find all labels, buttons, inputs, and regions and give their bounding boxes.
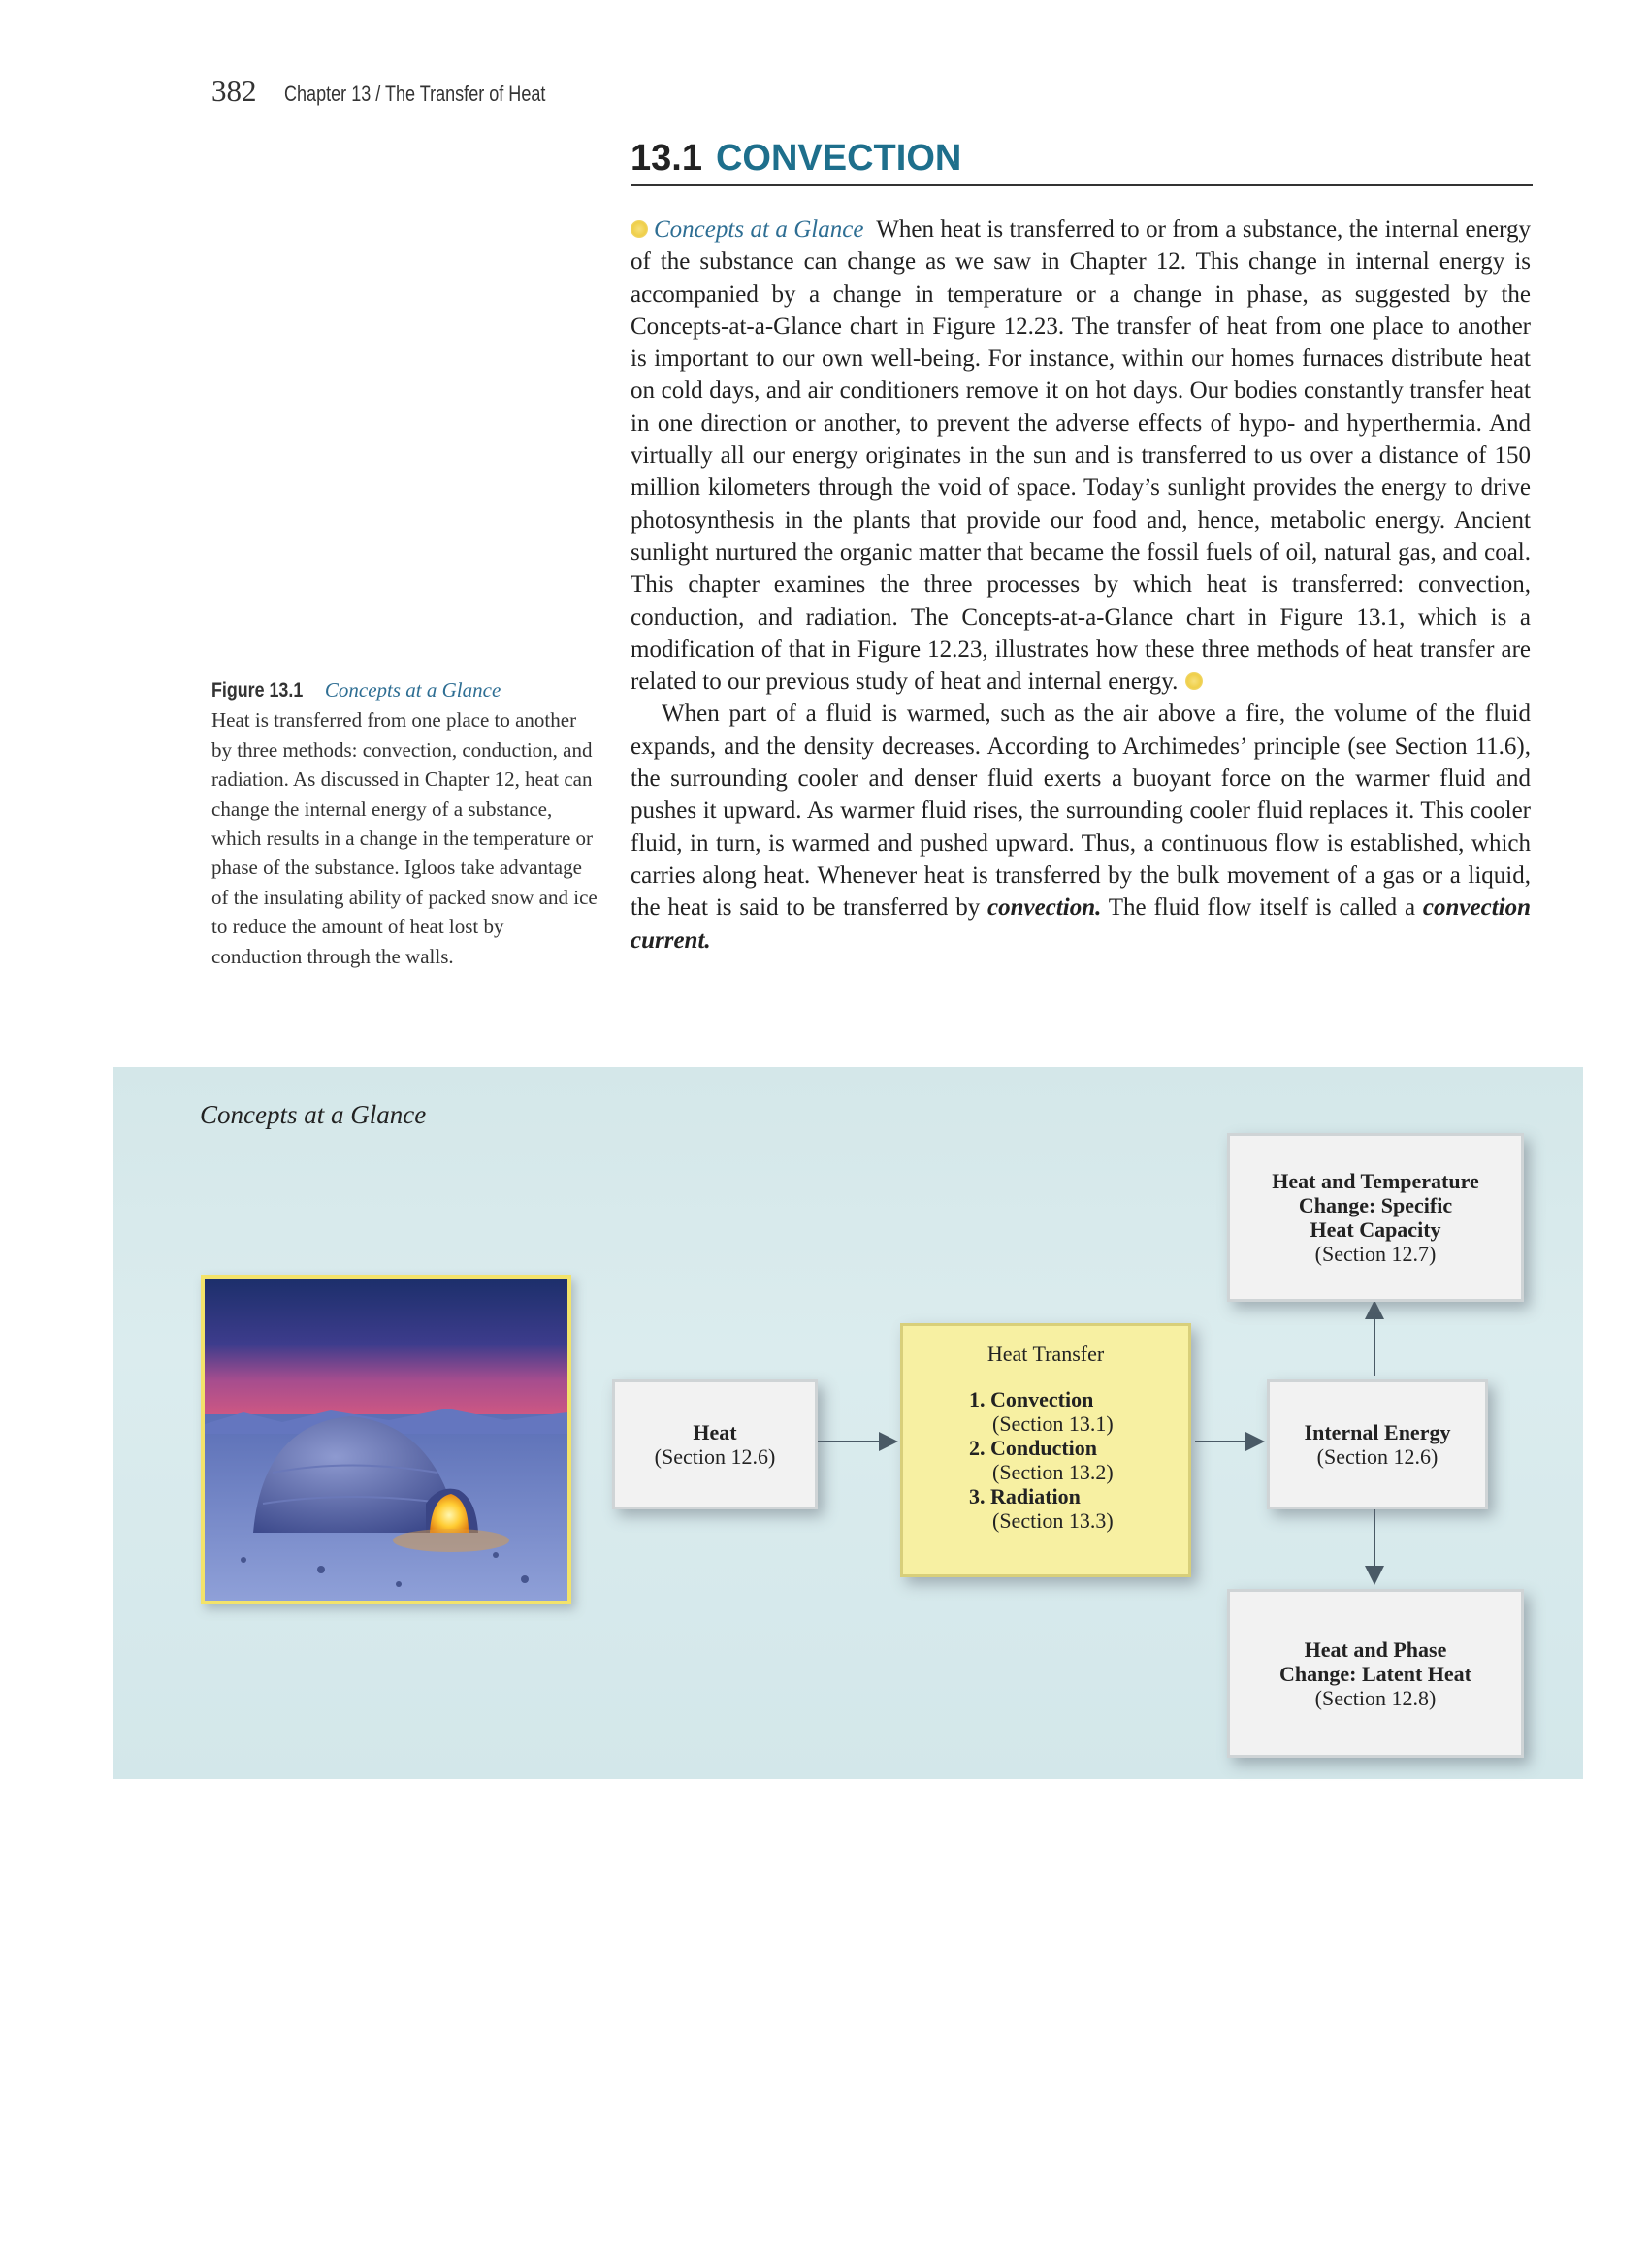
figure-concepts-lead: Concepts at a Glance [324,678,501,701]
phase-change-box [1227,1589,1524,1758]
phase-section: (Section 12.8) [1314,1685,1437,1710]
chart-title: Concepts at a Glance [200,1100,427,1129]
paragraph-2-text: When part of a fluid is warmed, such as the air above a fire, the volume of the fluid expands, and the density decreases. According to Archimedes’ principle (see Section 11.6), the surrounding cooler and denser fluid exerts a buoyant force on the warmer fluid and pushes it upward. As warmer fluid rises, the surrounding cooler fluid replaces it. This cooler fluid, in turn, is warmed and pushed upward. Thus, a continuous flow is established, which carries along heat. Whenever heat is transferred by the bulk movement of a gas or a liquid, the heat is said to be transferred by [630,700,1531,922]
body-text [630,213,1531,956]
phase-line-2: Change: Latent Heat [1279,1661,1471,1686]
paragraph-1 [630,213,1531,697]
internal-energy-section: (Section 12.6) [1316,1444,1439,1469]
phase-line-1: Heat and Phase [1304,1636,1447,1662]
temperature-line-2: Change: Specific [1298,1193,1453,1217]
heat-transfer-title: Heat Transfer [986,1342,1105,1366]
internal-energy-box [1267,1379,1488,1509]
page-number: 382 [211,74,257,108]
transfer-item-radiation: 3. Radiation [969,1484,1081,1508]
temperature-section: (Section 12.7) [1314,1242,1437,1266]
igloo-illustration [201,1275,571,1604]
section-heading [630,138,1533,186]
term-convection: convection. [987,894,1102,922]
figure-caption [211,675,598,971]
internal-energy-title: Internal Energy [1304,1420,1451,1444]
concepts-lead: Concepts at a Glance [654,216,864,243]
transfer-item-convection: 1. Convection [969,1387,1094,1411]
heat-box-section: (Section 12.6) [654,1444,776,1469]
running-head: Chapter 13 / The Transfer of Heat [283,81,545,106]
running-header [211,74,602,113]
section-title: CONVECTION [715,138,962,178]
igloo-image [205,1279,567,1601]
transfer-item-convection-section: (Section 13.1) [992,1411,1114,1436]
temperature-line-1: Heat and Temperature [1272,1169,1479,1193]
transfer-item-conduction-section: (Section 13.2) [992,1460,1114,1484]
heat-box-title: Heat [693,1420,737,1444]
paragraph-2 [630,697,1531,956]
temperature-change-box [1227,1133,1524,1302]
concepts-chart-panel [113,1067,1583,1779]
figure-caption-text: Heat is transferred from one place to another by three methods: convection, conduction, and radiation. As discussed in Chapter 12, heat can change the internal energy of a substance, which results in a change in the temperature or phase of the substance. Igloos take advantage of the insulating ability of packed snow and ice to reduce the amount of heat lost by conduction through the walls. [211,708,598,968]
concepts-marker-icon [630,220,648,238]
transfer-item-radiation-section: (Section 13.3) [992,1508,1114,1533]
figure-label: Figure 13.1 [211,679,304,701]
temperature-line-3: Heat Capacity [1310,1217,1441,1242]
concepts-end-marker-icon [1185,672,1203,690]
heat-transfer-box [900,1323,1191,1577]
heat-transfer-list [969,1387,1188,1533]
transfer-item-conduction: 2. Conduction [969,1436,1098,1460]
heat-box [612,1379,818,1509]
paragraph-2-mid: The fluid flow itself is called a [1108,894,1416,922]
paragraph-1-text: When heat is transferred to or from a substance, the internal energy of the substance can change as we saw in Chapter 12. This change in internal energy is accompanied by a change in temperature or a change in phase, as suggested by the Concepts-at-a-Glance chart in Figure 12.23. The transfer of heat from one place to another is important to our own well-being. For instance, within our homes furnaces distribute heat on cold days, and air conditioners remove it on hot days. Our bodies constantly transfer heat in one direction or another, to prevent the adverse effects of hypo- and hyperthermia. And virtually all our energy originates in the sun and is transferred to us over a distance of 150 million kilometers through the void of space. Today’s sunlight provides the energy to drive photosynthesis in the plants that provide our food and, hence, metabolic energy. Ancient sunlight nurtured the organic matter that became the fossil fuels of oil, natural gas, and coal. This chapter examines the three processes by which heat is transferred: convection, conduction, and radiation. The Concepts-at-a-Glance chart in Figure 13.1, which is a modification of that in Figure 12.23, illustrates how these three methods of heat transfer are related to our previous study of heat and internal energy. [630,216,1532,696]
term-convection-current: convection current. [630,894,1531,954]
section-number: 13.1 [630,138,702,178]
